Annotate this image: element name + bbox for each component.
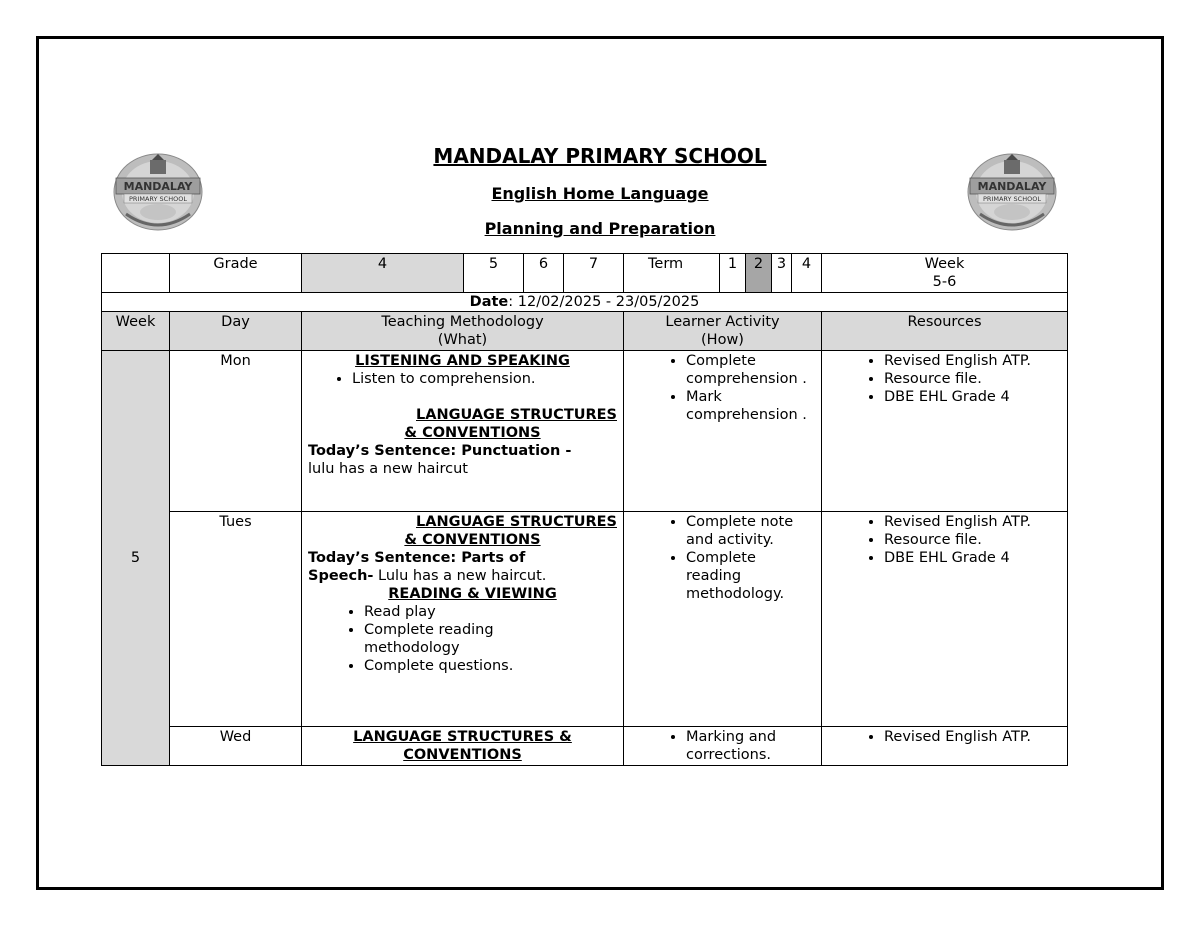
teaching-tues-sentence-text: Lulu has a new haircut. [373,568,547,584]
resources-wed-list [828,728,1061,746]
table-row-mon [102,351,1068,512]
list-item: • Complete reading methodology [364,621,557,657]
teaching-tues-heading1a: LANGUAGE STRUCTURES [416,514,617,530]
learner-tues [624,512,822,727]
date-row [102,293,1068,312]
resources-mon-list [828,352,1061,406]
grade-label: Grade [170,254,302,293]
list-item: • Listen to comprehension. [352,370,617,388]
col-teaching [302,312,624,351]
list-item: • Resource file. [884,370,1061,388]
list-item: • Revised English ATP. [884,513,1061,531]
date-value: : 12/02/2025 - 23/05/2025 [508,294,700,310]
day-tues: Tues [170,512,302,727]
list-item: • Complete comprehension . [686,352,815,388]
week-value: 5-6 [932,274,957,290]
teaching-tues-heading1b: & CONVENTIONS [404,532,541,548]
teaching-wed-heading1b: CONVENTIONS [403,747,522,763]
teaching-mon-heading2a: LANGUAGE STRUCTURES [416,407,617,423]
teaching-mon-heading2b: & CONVENTIONS [404,425,541,441]
teaching-mon-list [308,370,617,388]
col-teaching-line1: Teaching Methodology [381,314,544,330]
info-row [102,254,1068,293]
list-item: • Revised English ATP. [884,728,1061,746]
grade-option-5: 5 [464,254,524,293]
teaching-wed [302,727,624,766]
resources-wed [822,727,1068,766]
list-item: • DBE EHL Grade 4 [884,549,1061,567]
planning-table [101,253,1068,766]
list-item: • Mark comprehension . [686,388,815,424]
col-learner-line1: Learner Activity [665,314,780,330]
list-item: • DBE EHL Grade 4 [884,388,1061,406]
school-logo-right [966,152,1058,232]
teaching-mon-sentence-label: Today’s Sentence: Punctuation - [308,443,572,459]
resources-tues [822,512,1068,727]
school-logo-left [112,152,204,232]
teaching-tues-sentence-label2: Speech- [308,568,374,584]
learner-wed [624,727,822,766]
grade-option-6: 6 [524,254,564,293]
col-teaching-line2: (What) [437,332,488,348]
svg-text:MANDALAY: MANDALAY [977,180,1047,193]
learner-mon [624,351,822,512]
day-wed: Wed [170,727,302,766]
list-item: • Complete note and activity. [686,513,815,549]
col-week: Week [102,312,170,351]
term-option-2: 2 [746,254,772,293]
teaching-tues-sentence-label1: Today’s Sentence: Parts of [308,550,526,566]
term-option-1: 1 [720,254,746,293]
grade-option-4: 4 [302,254,464,293]
date-cell [102,293,1068,312]
week-info [822,254,1068,293]
list-item: • Revised English ATP. [884,352,1061,370]
list-item: • Marking and corrections. [686,728,815,764]
week-number-cell: 5 [102,351,170,766]
blank-cell [102,254,170,293]
date-label: Date [469,294,509,310]
learner-mon-list [630,352,815,424]
svg-text:PRIMARY SCHOOL: PRIMARY SCHOOL [129,195,187,203]
learner-wed-list [630,728,815,764]
resources-mon [822,351,1068,512]
learner-tues-list [630,513,815,603]
column-header-row [102,312,1068,351]
teaching-mon-sentence-text: lulu has a new haircut [308,461,468,477]
list-item: • Complete questions. [364,657,557,675]
teaching-tues [302,512,624,727]
resources-tues-list [828,513,1061,567]
svg-text:MANDALAY: MANDALAY [123,180,193,193]
table-row-wed [102,727,1068,766]
week-label: Week [924,256,965,272]
term-label: Term [624,254,720,293]
subject-heading: English Home Language [491,184,709,203]
col-day: Day [170,312,302,351]
teaching-tues-list [308,603,617,675]
svg-text:PRIMARY SCHOOL: PRIMARY SCHOOL [983,195,1041,203]
section-heading: Planning and Preparation [484,219,716,238]
term-option-4: 4 [792,254,822,293]
teaching-wed-heading1a: LANGUAGE STRUCTURES & [353,729,572,745]
teaching-tues-heading2: READING & VIEWING [388,586,557,602]
table-row-tues [102,512,1068,727]
list-item: • Resource file. [884,531,1061,549]
grade-option-7: 7 [564,254,624,293]
day-mon: Mon [170,351,302,512]
school-name-heading: MANDALAY PRIMARY SCHOOL [433,144,767,168]
col-resources: Resources [822,312,1068,351]
term-option-3: 3 [772,254,792,293]
list-item: • Read play [364,603,557,621]
teaching-mon-heading1: LISTENING AND SPEAKING [355,353,570,369]
col-learner [624,312,822,351]
teaching-mon [302,351,624,512]
list-item: • Complete reading methodology. [686,549,815,603]
col-learner-line2: (How) [701,332,744,348]
